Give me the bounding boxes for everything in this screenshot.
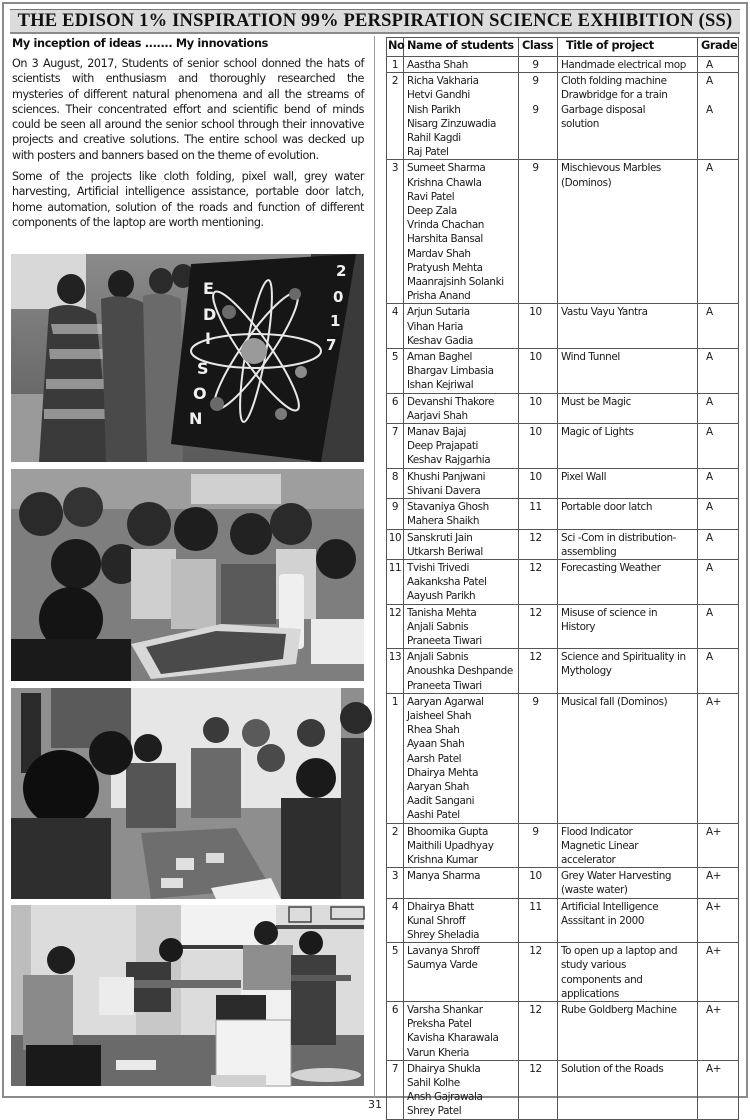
class-value: 12 — [529, 1004, 542, 1016]
cell-student-names — [404, 393, 519, 423]
student-name: Kunal Shroff — [407, 914, 466, 927]
cell-project-title — [558, 823, 698, 868]
project-title-line: assembling — [561, 545, 617, 558]
table-row — [387, 424, 739, 469]
project-title-line: Solution of the Roads — [561, 1062, 664, 1075]
student-name: Dhairya Mehta — [407, 766, 479, 779]
project-title-line: Handmade electrical mop — [561, 59, 686, 71]
student-name: Aayush Parikh — [407, 590, 476, 603]
cell-class — [519, 393, 558, 423]
student-name: Praneeta Tiwari — [407, 634, 482, 647]
cell-class — [519, 349, 558, 394]
student-name: Rhea Shah — [407, 724, 460, 737]
svg-text:7: 7 — [326, 336, 337, 354]
grade-value: A — [706, 162, 713, 175]
student-name: Aman Baghel — [407, 351, 473, 364]
cell-project-title — [558, 604, 698, 649]
project-title-line: Mythology — [561, 665, 612, 678]
column-header-class: Class — [519, 38, 558, 57]
class-value: 10 — [529, 426, 542, 439]
project-title-line: Magic of Lights — [561, 426, 634, 439]
student-name: Varun Kheria — [407, 1046, 469, 1059]
table-row — [387, 693, 739, 823]
cell-grade — [698, 529, 739, 559]
cell-student-names — [404, 649, 519, 694]
student-name: Bhoomika Gupta — [407, 825, 489, 838]
class-value — [522, 88, 549, 102]
photo-edison-board-image — [11, 254, 364, 462]
student-name: Sumeet Sharma — [407, 162, 486, 175]
cell-student-names — [404, 693, 519, 823]
grade-value: A+ — [706, 695, 722, 708]
cell-no: 2 — [387, 73, 404, 160]
student-name: Stavaniya Ghosh — [407, 501, 489, 514]
cell-class — [519, 868, 558, 898]
cell-grade — [698, 868, 739, 898]
student-name: Shrey Patel — [407, 1105, 462, 1118]
grade-value: A+ — [706, 900, 722, 913]
cell-student-names — [404, 559, 519, 604]
cell-project-title — [558, 499, 698, 529]
cell-no: 3 — [387, 160, 404, 304]
column-header-title: Title of project — [558, 38, 698, 57]
grade-value: A+ — [706, 870, 722, 883]
project-title-line: History — [561, 620, 596, 633]
student-name: Tanisha Mehta — [407, 606, 477, 619]
project-title-line: Asssitant in 2000 — [561, 914, 645, 927]
grade-value: A — [706, 75, 713, 88]
class-value: 9 — [532, 103, 539, 116]
cell-no: 7 — [387, 424, 404, 469]
cell-class — [519, 604, 558, 649]
class-value: 10 — [529, 870, 542, 883]
class-value: 12 — [529, 945, 542, 958]
student-name: Anjali Sabnis — [407, 651, 469, 664]
student-name: Krishna Kumar — [407, 853, 478, 866]
student-name: Maithili Upadhyay — [407, 839, 494, 852]
grade-value: A — [706, 561, 713, 574]
student-name: Varsha Shankar — [407, 1004, 483, 1016]
cell-class — [519, 304, 558, 349]
table-row — [387, 559, 739, 604]
class-value: 12 — [529, 561, 542, 574]
cell-grade — [698, 649, 739, 694]
cell-no: 13 — [387, 649, 404, 694]
student-name: Aadit Sangani — [407, 795, 475, 808]
column-header-grade: Grade — [698, 38, 739, 57]
student-name: Mahera Shaikh — [407, 515, 480, 528]
student-name: Mardav Shah — [407, 247, 471, 260]
project-title-line: Grey Water Harvesting — [561, 870, 672, 883]
project-title-line: study various — [561, 959, 626, 972]
student-name: Anjali Sabnis — [407, 620, 469, 633]
student-name: Raj Patel — [407, 146, 449, 159]
cell-project-title — [558, 868, 698, 898]
cell-class — [519, 823, 558, 868]
cell-no: 6 — [387, 1002, 404, 1061]
cell-student-names — [404, 604, 519, 649]
cell-grade — [698, 693, 739, 823]
page-title: THE EDISON 1% INSPIRATION 99% PERSPIRATION SCIENCE EXHIBITION (SS) — [10, 9, 740, 34]
cell-class — [519, 693, 558, 823]
article-paragraph: On 3 August, 2017, Students of senior school donned the hats of scientists with enthusiasm and thoroughly researched the mysteries of different natural phenomena and all the streams of sciences. Their concentrated effort and scientific bend of minds could be seen all around the senior school through their innovative projects and creative solutions. The entire school was decked up with posters and banners based on the theme of evolution. — [12, 57, 364, 162]
cell-project-title — [558, 349, 698, 394]
project-title-line: Wind Tunnel — [561, 351, 620, 364]
table-header-row — [387, 38, 739, 57]
photo-children-tray-image — [11, 469, 364, 681]
cell-no: 5 — [387, 943, 404, 1002]
cell-class — [519, 898, 558, 943]
table-row — [387, 73, 739, 160]
student-name: Praneeta Tiwari — [407, 679, 482, 692]
table-row — [387, 868, 739, 898]
article-paragraph: Some of the projects like cloth folding, pixel wall, grey water harvesting, Artificial intelligence assistance, portable door latch, home automation, solution of the roads and function of different components of the laptop are worth mentioning. — [12, 170, 364, 229]
student-name: Preksha Patel — [407, 1018, 472, 1031]
cell-no: 6 — [387, 393, 404, 423]
project-title-line: Science and Spirituality in — [561, 651, 686, 664]
class-value: 12 — [529, 1062, 542, 1075]
project-title-line: Pixel Wall — [561, 470, 607, 483]
student-name: Saumya Varde — [407, 959, 478, 972]
svg-text:2: 2 — [336, 262, 347, 280]
student-name: Aarjavi Shah — [407, 409, 468, 422]
student-name: Deep Prajapati — [407, 440, 478, 453]
cell-grade — [698, 823, 739, 868]
cell-grade — [698, 559, 739, 604]
photo-students-studying — [11, 905, 364, 1086]
student-name: Krishna Chawla — [407, 176, 482, 189]
class-value: 9 — [532, 695, 539, 708]
cell-no: 4 — [387, 304, 404, 349]
project-title-line: Vastu Vayu Yantra — [561, 306, 648, 319]
student-name: Maanrajsinh Solanki — [407, 276, 504, 289]
student-name: Devanshi Thakore — [407, 395, 495, 408]
cell-no: 8 — [387, 468, 404, 498]
svg-text:O: O — [193, 384, 207, 403]
class-value: 12 — [529, 651, 542, 664]
project-title-line: components and — [561, 973, 643, 986]
class-value: 10 — [529, 395, 542, 408]
table-row — [387, 468, 739, 498]
table-row — [387, 649, 739, 694]
cell-no: 4 — [387, 898, 404, 943]
cell-student-names — [404, 529, 519, 559]
class-value: 9 — [532, 59, 539, 71]
student-name: Richa Vakharia — [407, 75, 479, 88]
column-divider — [374, 36, 375, 1098]
class-value: 12 — [529, 606, 542, 619]
class-value: 9 — [532, 825, 539, 838]
project-title-line: (waste water) — [561, 884, 628, 897]
student-name: Tvishi Trivedi — [407, 561, 469, 574]
cell-student-names — [404, 73, 519, 160]
table-row — [387, 823, 739, 868]
grade-value: A — [706, 606, 713, 619]
student-name: Hetvi Gandhi — [407, 89, 470, 102]
project-title-line: Sci -Com in distribution- — [561, 531, 677, 544]
grade-value: A — [706, 103, 713, 116]
project-title-line: Forecasting Weather — [561, 561, 661, 574]
cell-project-title — [558, 943, 698, 1002]
student-name: Deep Zala — [407, 205, 457, 218]
student-name: Aastha Shah — [407, 59, 468, 71]
grade-value: A — [706, 395, 713, 408]
grade-value: A — [706, 651, 713, 664]
student-name: Harshita Bansal — [407, 233, 483, 246]
student-name: Vrinda Chachan — [407, 219, 484, 232]
project-title-line: solution — [561, 117, 599, 130]
student-name: Aaryan Agarwal — [407, 695, 484, 708]
student-name: Ansh Gajrawala — [407, 1091, 483, 1104]
page-number: 31 — [368, 1098, 382, 1111]
student-name: Rahil Kagdi — [407, 132, 461, 145]
cell-student-names — [404, 823, 519, 868]
class-value: 10 — [529, 351, 542, 364]
cell-project-title — [558, 693, 698, 823]
student-name: Dhairya Bhatt — [407, 900, 474, 913]
cell-class — [519, 468, 558, 498]
photo-students-table — [11, 688, 364, 899]
student-name: Utkarsh Beriwal — [407, 545, 483, 558]
grade-value: A — [706, 426, 713, 439]
class-value: 11 — [529, 900, 542, 913]
student-name: Manav Bajaj — [407, 426, 466, 439]
cell-no: 11 — [387, 559, 404, 604]
photo-children-tray — [11, 469, 364, 681]
table-row — [387, 898, 739, 943]
table-row — [387, 499, 739, 529]
table-row — [387, 57, 739, 73]
student-name: Dhairya Shukla — [407, 1062, 481, 1075]
project-title-line: Flood Indicator — [561, 825, 633, 838]
student-name: Nish Parikh — [407, 103, 461, 116]
project-title-line: applications — [561, 987, 619, 1000]
cell-grade — [698, 160, 739, 304]
cell-class — [519, 57, 558, 73]
student-name: Lavanya Shroff — [407, 945, 480, 958]
student-name: Pratyush Mehta — [407, 261, 483, 274]
student-name: Aakanksha Patel — [407, 576, 487, 589]
cell-grade — [698, 57, 739, 73]
table-row — [387, 393, 739, 423]
column-header-no: No — [387, 38, 404, 57]
student-name: Nisarg Zinzuwadia — [407, 117, 496, 130]
student-name: Vihan Haria — [407, 320, 463, 333]
cell-class — [519, 559, 558, 604]
cell-grade — [698, 499, 739, 529]
table-row — [387, 943, 739, 1002]
grade-value: A — [706, 470, 713, 483]
cell-project-title — [558, 160, 698, 304]
student-name: Keshav Gadia — [407, 334, 473, 347]
student-name: Khushi Panjwani — [407, 470, 486, 483]
grade-value: A+ — [706, 1062, 722, 1075]
project-title-line: Cloth folding machine — [561, 75, 667, 88]
cell-grade — [698, 1002, 739, 1061]
student-name: Shrey Sheladia — [407, 928, 480, 941]
photo-edison-board — [11, 254, 364, 462]
project-title-line: To open up a laptop and — [561, 945, 678, 958]
cell-class — [519, 424, 558, 469]
table-row — [387, 349, 739, 394]
class-value: 10 — [529, 306, 542, 319]
cell-class — [519, 649, 558, 694]
cell-student-names — [404, 304, 519, 349]
article-subheading: My inception of ideas ....... My innovations — [12, 37, 269, 50]
cell-class — [519, 73, 558, 160]
student-name: Manya Sharma — [407, 870, 481, 883]
cell-grade — [698, 604, 739, 649]
cell-class — [519, 529, 558, 559]
results-table — [386, 37, 739, 1120]
table-row — [387, 1002, 739, 1061]
cell-class — [519, 943, 558, 1002]
cell-grade — [698, 304, 739, 349]
student-name: Ravi Patel — [407, 190, 455, 203]
cell-project-title — [558, 393, 698, 423]
cell-no: 9 — [387, 499, 404, 529]
cell-project-title — [558, 1002, 698, 1061]
cell-student-names — [404, 160, 519, 304]
table-body — [387, 57, 739, 1120]
svg-text:1: 1 — [330, 312, 341, 330]
svg-text:D: D — [203, 305, 217, 324]
cell-grade — [698, 73, 739, 160]
grade-value: A+ — [706, 1004, 722, 1016]
project-title-line: Garbage disposal — [561, 103, 646, 116]
photo-students-studying-image — [11, 905, 364, 1086]
student-name: Sanskruti Jain — [407, 531, 473, 544]
cell-grade — [698, 898, 739, 943]
grade-value: A — [706, 306, 713, 319]
student-name: Arjun Sutaria — [407, 306, 470, 319]
cell-no: 1 — [387, 57, 404, 73]
cell-no: 7 — [387, 1060, 404, 1119]
cell-project-title — [558, 57, 698, 73]
grade-value: A — [706, 531, 713, 544]
cell-project-title — [558, 649, 698, 694]
cell-class — [519, 160, 558, 304]
table-row — [387, 529, 739, 559]
student-name: Sahil Kolhe — [407, 1077, 460, 1090]
project-title-line: Artificial Intelligence — [561, 900, 659, 913]
cell-project-title — [558, 424, 698, 469]
cell-student-names — [404, 424, 519, 469]
student-name: Anoushka Deshpande — [407, 665, 513, 678]
student-name: Aashi Patel — [407, 809, 460, 822]
cell-no: 10 — [387, 529, 404, 559]
student-name: Aaryan Shah — [407, 780, 469, 793]
column-header-names: Name of students — [404, 38, 519, 57]
class-value: 10 — [529, 470, 542, 483]
cell-student-names — [404, 1002, 519, 1061]
cell-grade — [698, 424, 739, 469]
student-name: Prisha Anand — [407, 290, 471, 303]
grade-value: A+ — [706, 945, 722, 958]
grade-value: A — [706, 501, 713, 514]
table-row — [387, 304, 739, 349]
project-title-line: Drawbridge for a train — [561, 89, 668, 102]
student-name: Kavisha Kharawala — [407, 1032, 499, 1045]
class-value: 11 — [529, 501, 542, 514]
project-title-line: Must be Magic — [561, 395, 631, 408]
project-title-line: Portable door latch — [561, 501, 653, 514]
article — [12, 37, 364, 236]
student-name: Shivani Davera — [407, 484, 481, 497]
cell-class — [519, 1002, 558, 1061]
student-name: Ishan Kejriwal — [407, 379, 474, 392]
student-name: Jaisheel Shah — [407, 709, 472, 722]
class-value: 12 — [529, 531, 542, 544]
grade-value: A — [706, 59, 713, 71]
project-title-line: Mischievous Marbles — [561, 162, 661, 175]
cell-project-title — [558, 468, 698, 498]
cell-project-title — [558, 898, 698, 943]
student-name: Ayaan Shah — [407, 738, 465, 751]
cell-grade — [698, 468, 739, 498]
project-title-line: (Dominos) — [561, 176, 612, 189]
svg-text:S: S — [197, 359, 209, 378]
cell-student-names — [404, 898, 519, 943]
project-title-line: accelerator — [561, 853, 616, 866]
project-title-line: Rube Goldberg Machine — [561, 1004, 677, 1016]
cell-no: 12 — [387, 604, 404, 649]
svg-text:I: I — [205, 329, 211, 348]
cell-student-names — [404, 349, 519, 394]
cell-grade — [698, 393, 739, 423]
table-row — [387, 604, 739, 649]
cell-student-names — [404, 943, 519, 1002]
student-name: Keshav Rajgarhia — [407, 454, 491, 467]
class-value: 9 — [532, 162, 539, 175]
cell-grade — [698, 349, 739, 394]
cell-no: 2 — [387, 823, 404, 868]
cell-no: 1 — [387, 693, 404, 823]
project-title-line: Misuse of science in — [561, 606, 658, 619]
grade-value — [706, 88, 736, 102]
cell-grade — [698, 943, 739, 1002]
student-name: Bhargav Limbasia — [407, 365, 494, 378]
photo-students-table-image — [11, 688, 364, 899]
grade-value: A — [706, 351, 713, 364]
project-title-line: Musical fall (Dominos) — [561, 695, 668, 708]
grade-value: A+ — [706, 825, 722, 838]
cell-no: 3 — [387, 868, 404, 898]
class-value: 9 — [532, 75, 539, 88]
cell-no: 5 — [387, 349, 404, 394]
cell-class — [519, 499, 558, 529]
svg-text:E: E — [203, 279, 214, 298]
student-name: Aarsh Patel — [407, 752, 462, 765]
svg-text:0: 0 — [333, 288, 344, 306]
table-row — [387, 160, 739, 304]
cell-project-title — [558, 559, 698, 604]
project-title-line: Magnetic Linear — [561, 839, 639, 852]
cell-student-names — [404, 468, 519, 498]
cell-project-title — [558, 73, 698, 160]
cell-project-title — [558, 529, 698, 559]
svg-text:N: N — [189, 409, 203, 428]
cell-student-names — [404, 868, 519, 898]
cell-student-names — [404, 499, 519, 529]
cell-project-title — [558, 304, 698, 349]
cell-student-names — [404, 57, 519, 73]
